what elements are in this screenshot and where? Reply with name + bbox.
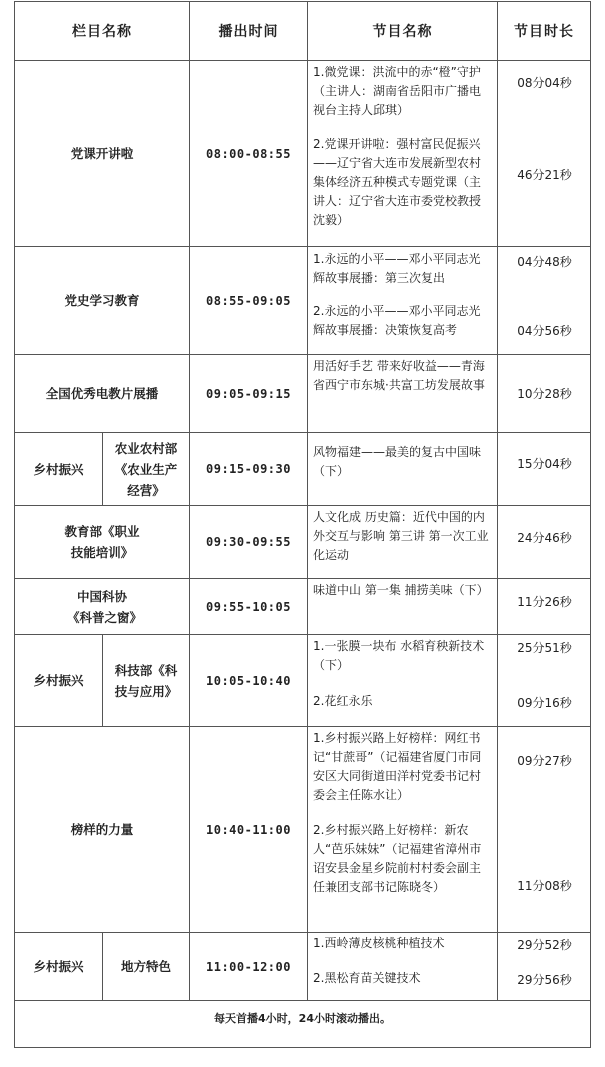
- column-name-cell: 榜样的力量: [70, 822, 134, 837]
- program-item: 1.一张膜一块布 水稻育秧新技术（下）: [313, 639, 485, 672]
- duration-value: 15分04秒: [517, 457, 572, 471]
- duration-value: 11分26秒: [517, 595, 572, 609]
- column-name-cell: 乡村振兴: [33, 461, 84, 477]
- duration-value: 46分21秒: [517, 168, 572, 182]
- airtime-cell: 08:55-09:05: [206, 293, 291, 308]
- column-name-cell: 教育部《职业技能培训》: [64, 524, 140, 560]
- program-item: 2.黑松育苗关键技术: [313, 971, 421, 985]
- program-item: 1.乡村振兴路上好榜样：网红书记“甘蔗哥”（记福建省厦门市同安区大同街道田洋村党委书记村委会主任陈水让）: [313, 731, 482, 802]
- sub-column-name-cell: 地方特色: [120, 959, 171, 974]
- airtime-cell: 09:15-09:30: [206, 462, 291, 476]
- duration-value: 25分51秒: [517, 641, 572, 655]
- header-column-name: 栏目名称: [72, 24, 132, 40]
- duration-value: 29分52秒: [517, 938, 572, 952]
- column-name-cell: 党课开讲啦: [70, 146, 134, 161]
- airtime-cell: 08:00-08:55: [206, 146, 291, 161]
- program-item: 2.永远的小平——邓小平同志光辉故事展播：决策恢复高考: [313, 304, 481, 337]
- column-name-cell: 全国优秀电教片展播: [45, 386, 159, 401]
- column-name-cell: 中国科协《科普之窗》: [67, 588, 143, 625]
- airtime-cell: 09:05-09:15: [206, 386, 291, 401]
- airtime-cell: 11:00-12:00: [206, 959, 291, 974]
- program-item: 1.微党课：洪流中的赤“橙”守护（主讲人：湖南省岳阳市广播电视台主持人邱琪）: [313, 65, 482, 117]
- airtime-cell: 10:40-11:00: [206, 822, 291, 837]
- table-border-bottom: [14, 1047, 591, 1048]
- sub-column-name-cell: 农业农村部《农业生产经营》: [114, 440, 178, 498]
- program-item: 1.西岭薄皮核桃种植技术: [313, 936, 445, 950]
- duration-value: 09分27秒: [517, 754, 572, 768]
- duration-value: 04分56秒: [517, 324, 572, 338]
- column-divider: [497, 1, 498, 1000]
- duration-value: 29分56秒: [517, 973, 572, 987]
- column-divider: [307, 1, 308, 1000]
- column-name-cell: 乡村振兴: [33, 959, 84, 974]
- footer-note: 每天首播4小时，24小时滚动播出。: [214, 1012, 391, 1025]
- airtime-cell: 10:05-10:40: [206, 673, 291, 688]
- program-item: 人文化成 历史篇：近代中国的内外交互与影响 第三讲 第一次工业化运动: [313, 510, 489, 562]
- duration-value: 04分48秒: [517, 255, 572, 269]
- duration-value: 10分28秒: [517, 387, 572, 401]
- duration-value: 09分16秒: [517, 696, 572, 710]
- duration-value: 11分08秒: [517, 879, 572, 893]
- program-item: 风物福建——最美的复古中国味（下）: [313, 445, 482, 478]
- column-name-cell: 乡村振兴: [33, 673, 84, 688]
- sub-column-name-cell: 科技部《科技与应用》: [114, 662, 178, 699]
- airtime-cell: 09:30-09:55: [206, 535, 291, 549]
- program-item: 味道中山 第一集 捕捞美味（下）: [313, 583, 489, 597]
- program-item: 2.花红永乐: [313, 694, 373, 708]
- program-item: 1.永远的小平——邓小平同志光辉故事展播：第三次复出: [313, 252, 481, 285]
- program-item: 2.乡村振兴路上好榜样：新农人“芭乐妹妹”（记福建省漳州市诏安县金星乡院前村村委会副主任兼团支部书记陈晓冬）: [313, 823, 482, 894]
- program-item: 用活好手艺 带来好收益——青海省西宁市东城·共富工坊发展故事: [313, 359, 485, 392]
- header-program-name: 节目名称: [372, 24, 433, 40]
- duration-value: 08分04秒: [517, 76, 572, 90]
- header-airtime: 播出时间: [218, 24, 279, 40]
- airtime-cell: 09:55-10:05: [206, 599, 291, 614]
- header-duration: 节目时长: [514, 24, 574, 40]
- duration-value: 24分46秒: [517, 531, 572, 545]
- column-name-cell: 党史学习教育: [64, 293, 140, 308]
- program-item: 2.党课开讲啦：强村富民促振兴——辽宁省大连市发展新型农村集体经济五种模式专题党课（主讲人：辽宁省大连市委党校教授沈毅）: [313, 137, 482, 227]
